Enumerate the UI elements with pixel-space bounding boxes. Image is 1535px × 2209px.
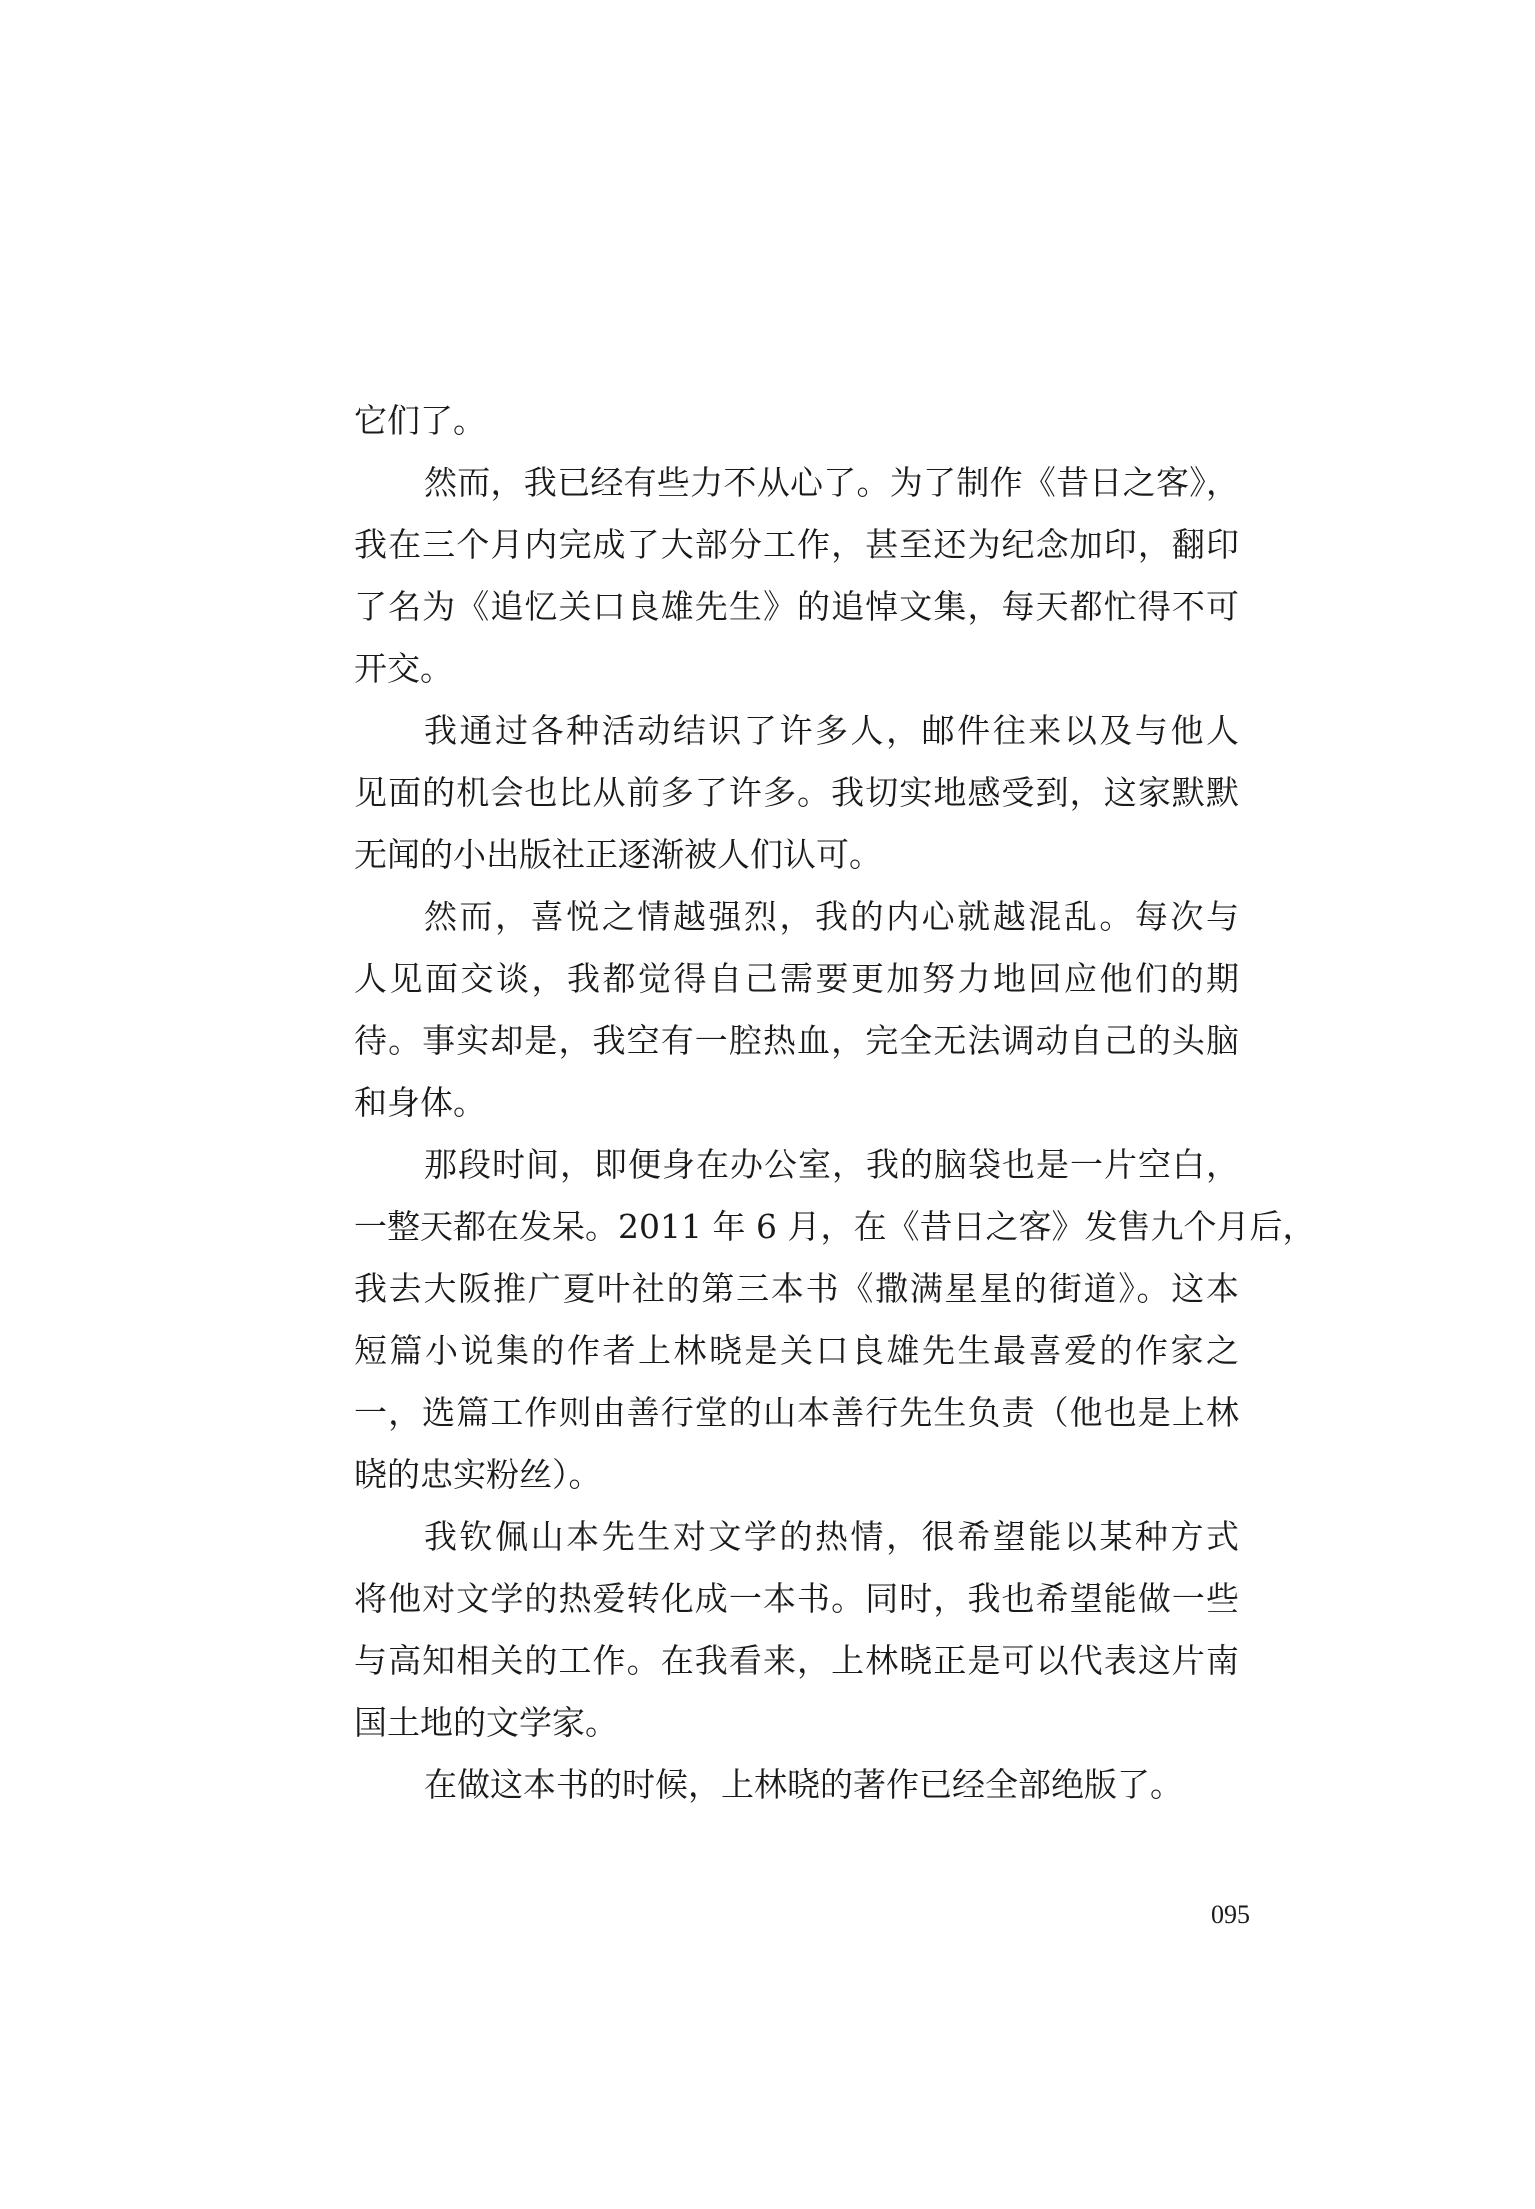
- text-line: 短篇小说集的作者上林晓是关口良雄先生最喜爱的作家之: [354, 1331, 1239, 1370]
- text-line: 我去大阪推广夏叶社的第三本书《撒满星星的街道》。这本: [354, 1269, 1239, 1308]
- text-line: 和身体。: [354, 1083, 486, 1122]
- text-line: 待。事实却是，我空有一腔热血，完全无法调动自己的头脑: [354, 1021, 1239, 1060]
- text-line: 一，选篇工作则由善行堂的山本善行先生负责（他也是上林: [354, 1393, 1239, 1432]
- text-line: 开交。: [354, 649, 453, 688]
- text-line: 了名为《追忆关口良雄先生》的追悼文集，每天都忙得不可: [354, 587, 1239, 626]
- text-line: 晓的忠实粉丝）。: [354, 1455, 602, 1494]
- paragraph: [354, 452, 1239, 700]
- text-line: 然而，我已经有些力不从心了。为了制作《昔日之客》，: [424, 463, 1239, 502]
- paragraph: [354, 886, 1239, 1134]
- text-line: 见面的机会也比从前多了许多。我切实地感受到，这家默默: [354, 773, 1239, 812]
- text-line: 在做这本书的时候，上林晓的著作已经全部绝版了。: [424, 1765, 1183, 1804]
- paragraph: [354, 1754, 1239, 1816]
- text-line: 那段时间，即便身在办公室，我的脑袋也是一片空白，: [424, 1145, 1239, 1184]
- page-number: 095: [1211, 1900, 1250, 1929]
- paragraph: [354, 1506, 1239, 1754]
- paragraph: [354, 1134, 1316, 1506]
- text-line: 它们了。: [354, 401, 486, 440]
- text-line: 将他对文学的热爱转化成一本书。同时，我也希望能做一些: [354, 1579, 1239, 1618]
- text-line: 然而，喜悦之情越强烈，我的内心就越混乱。每次与: [424, 897, 1239, 936]
- text-line: 我钦佩山本先生对文学的热情，很希望能以某种方式: [424, 1517, 1239, 1556]
- text-line: 我在三个月内完成了大部分工作，甚至还为纪念加印，翻印: [354, 525, 1239, 564]
- text-line: 无闻的小出版社正逐渐被人们认可。: [354, 835, 882, 874]
- text-line: 我通过各种活动结识了许多人，邮件往来以及与他人: [424, 711, 1239, 750]
- text-line: 国土地的文学家。: [354, 1703, 618, 1742]
- text-line: 人见面交谈，我都觉得自己需要更加努力地回应他们的期: [354, 959, 1239, 998]
- text-line: 与高知相关的工作。在我看来，上林晓正是可以代表这片南: [354, 1641, 1239, 1680]
- body-text: [354, 390, 1316, 1816]
- paragraph: [354, 700, 1239, 886]
- text-line: 一整天都在发呆。2011 年 6 月，在《昔日之客》发售九个月后，: [354, 1207, 1316, 1246]
- paragraph: [354, 390, 1239, 452]
